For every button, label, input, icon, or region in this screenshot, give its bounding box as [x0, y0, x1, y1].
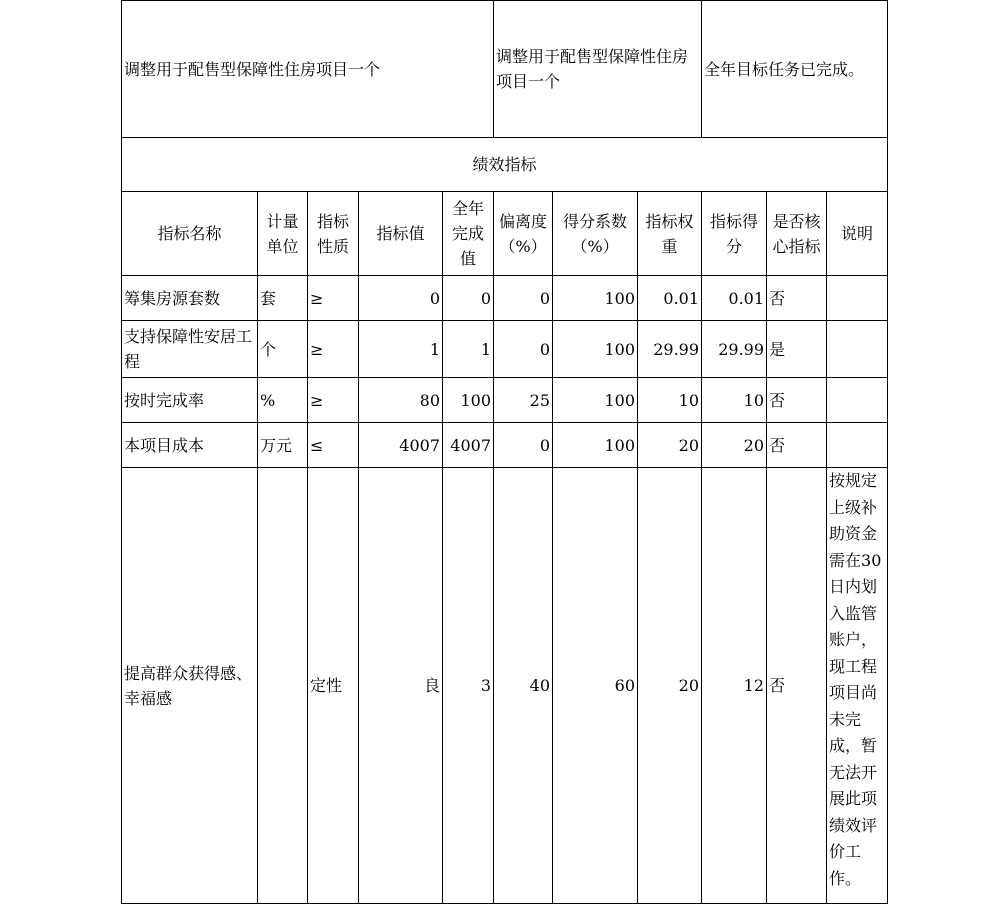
- table-row: [122, 468, 888, 904]
- header-core: 是否核心指标: [767, 192, 827, 276]
- summary-cell-3: 全年目标任务已完成。: [702, 1, 888, 138]
- row-nature: 定性: [308, 468, 359, 904]
- row-note: [827, 276, 888, 321]
- row-nature: ≥: [308, 321, 359, 378]
- row-note: 按规定上级补助资金需在30日内划入监管账户，现工程项目尚未完成，暂无法开展此项绩效评价工作。: [827, 468, 888, 904]
- row-unit: [258, 468, 308, 904]
- row-score: 10: [702, 378, 767, 423]
- row-actual: 3: [443, 468, 494, 904]
- row-name: 按时完成率: [122, 378, 258, 423]
- row-unit: 个: [258, 321, 308, 378]
- row-actual: 100: [443, 378, 494, 423]
- header-value: 指标值: [359, 192, 443, 276]
- row-weight: 20: [638, 468, 702, 904]
- section-title: 绩效指标: [122, 138, 888, 192]
- row-score: 12: [702, 468, 767, 904]
- summary-cell-2: 调整用于配售型保障性住房项目一个: [494, 1, 702, 138]
- row-coef: 100: [553, 423, 638, 468]
- row-value: 80: [359, 378, 443, 423]
- row-core: 否: [767, 378, 827, 423]
- table-row: [122, 378, 888, 423]
- table-row: [122, 423, 888, 468]
- header-note: 说明: [827, 192, 888, 276]
- row-score: 29.99: [702, 321, 767, 378]
- row-unit: %: [258, 378, 308, 423]
- header-row: [122, 192, 888, 276]
- row-weight: 10: [638, 378, 702, 423]
- row-name: 支持保障性安居工程: [122, 321, 258, 378]
- row-name: 提高群众获得感、幸福感: [122, 468, 258, 904]
- row-nature: ≥: [308, 378, 359, 423]
- header-name: 指标名称: [122, 192, 258, 276]
- row-coef: 100: [553, 378, 638, 423]
- section-title-row: [122, 138, 888, 192]
- row-core: 是: [767, 321, 827, 378]
- row-core: 否: [767, 468, 827, 904]
- row-coef: 60: [553, 468, 638, 904]
- header-actual: 全年完成值: [443, 192, 494, 276]
- row-nature: ≤: [308, 423, 359, 468]
- row-score: 20: [702, 423, 767, 468]
- header-weight: 指标权重: [638, 192, 702, 276]
- row-core: 否: [767, 423, 827, 468]
- row-name: 本项目成本: [122, 423, 258, 468]
- row-score: 0.01: [702, 276, 767, 321]
- row-actual: 1: [443, 321, 494, 378]
- row-deviation: 0: [494, 321, 553, 378]
- row-weight: 20: [638, 423, 702, 468]
- row-deviation: 25: [494, 378, 553, 423]
- row-note: [827, 321, 888, 378]
- row-value: 4007: [359, 423, 443, 468]
- row-deviation: 40: [494, 468, 553, 904]
- performance-table: [121, 0, 888, 904]
- row-note: [827, 378, 888, 423]
- header-unit: 计量单位: [258, 192, 308, 276]
- table-row: [122, 321, 888, 378]
- row-nature: ≥: [308, 276, 359, 321]
- row-weight: 29.99: [638, 321, 702, 378]
- row-deviation: 0: [494, 423, 553, 468]
- row-actual: 4007: [443, 423, 494, 468]
- row-name: 筹集房源套数: [122, 276, 258, 321]
- row-value: 1: [359, 321, 443, 378]
- header-score: 指标得分: [702, 192, 767, 276]
- row-value: 0: [359, 276, 443, 321]
- header-coef: 得分系数（%）: [553, 192, 638, 276]
- row-core: 否: [767, 276, 827, 321]
- row-coef: 100: [553, 276, 638, 321]
- row-actual: 0: [443, 276, 494, 321]
- header-deviation: 偏离度（%）: [494, 192, 553, 276]
- row-value: 良: [359, 468, 443, 904]
- row-unit: 万元: [258, 423, 308, 468]
- summary-cell-1: 调整用于配售型保障性住房项目一个: [122, 1, 494, 138]
- row-unit: 套: [258, 276, 308, 321]
- row-note: [827, 423, 888, 468]
- table-row: [122, 276, 888, 321]
- summary-row: [122, 1, 888, 138]
- row-weight: 0.01: [638, 276, 702, 321]
- row-deviation: 0: [494, 276, 553, 321]
- header-nature: 指标性质: [308, 192, 359, 276]
- row-coef: 100: [553, 321, 638, 378]
